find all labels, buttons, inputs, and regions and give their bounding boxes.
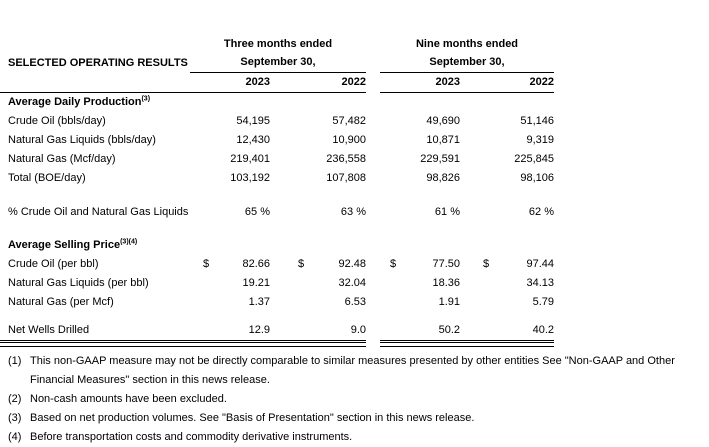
footnote-marker: (1) (8, 355, 22, 367)
row-label: Natural Gas (Mcf/day) (8, 153, 116, 165)
cell-9m-2022: 98,106 (520, 172, 554, 184)
table-row-ngl-daily (0, 131, 554, 150)
table-bottom-double-rule (0, 343, 554, 347)
double-rule-right (380, 343, 554, 347)
row-label: % Crude Oil and Natural Gas Liquids (8, 206, 189, 218)
footnote-reference: (3)(4) (120, 238, 138, 246)
footnote-text: Based on net production volumes. See "Basis of Presentation" section in this news release. (30, 412, 475, 424)
currency-symbol: $ (483, 258, 490, 270)
date-nine-months: September 30, (380, 53, 554, 73)
cell-9m-2023: 49,690 (426, 115, 460, 127)
cell-3m-2023: 65 % (244, 206, 270, 218)
footnote-4 (8, 428, 709, 447)
footnote-text: Before transportation costs and commodity derivative instruments. (30, 431, 353, 443)
cell-3m-2022: 63 % (340, 206, 366, 218)
cell-9m-2022: 97.44 (526, 258, 554, 270)
table-title: SELECTED OPERATING RESULTS (8, 56, 188, 69)
row-label: Crude Oil (per bbl) (8, 258, 99, 270)
cell-3m-2023: 103,192 (230, 172, 270, 184)
cell-3m-2022: 6.53 (344, 296, 366, 308)
cell-9m-2022: 62 % (528, 206, 554, 218)
cell-3m-2023: 82.66 (242, 258, 270, 270)
cell-3m-2022: 57,482 (332, 115, 366, 127)
row-label: Net Wells Drilled (0, 321, 190, 341)
cell-3m-2023: 12,430 (236, 134, 270, 146)
cell-3m-2023: 54,195 (236, 115, 270, 127)
header-period-row (0, 36, 554, 53)
header-date-row (0, 53, 554, 73)
table-row-ngl-price (0, 274, 554, 293)
year-9m-2022: 2022 (460, 73, 554, 93)
year-3m-2023: 2023 (190, 73, 270, 93)
table-row-net-wells-drilled (0, 321, 554, 341)
footnote-marker: (4) (8, 431, 22, 443)
cell-9m-2023: 1.91 (438, 296, 460, 308)
footnote-reference: (3) (141, 95, 151, 103)
cell-9m-2022: 51,146 (520, 115, 554, 127)
footnote-marker: (2) (8, 393, 22, 405)
cell-3m-2022: 10,900 (332, 134, 366, 146)
currency-symbol: $ (298, 258, 305, 270)
cell-9m-2022: 9,319 (526, 134, 554, 146)
row-label: Natural Gas (per Mcf) (8, 296, 114, 308)
cell-9m-2023: 98,826 (426, 172, 460, 184)
cell-3m-2022: 107,808 (326, 172, 366, 184)
row-label: Crude Oil (bbls/day) (8, 115, 106, 127)
cell-9m-2023: 50.2 (408, 321, 460, 341)
cell-3m-2022: 32.04 (338, 277, 366, 289)
cell-9m-2022: 225,845 (514, 153, 554, 165)
cell-9m-2022: 5.79 (532, 296, 554, 308)
currency-symbol: $ (203, 258, 210, 270)
footnote-2 (8, 390, 709, 409)
row-label: Total (BOE/day) (8, 172, 86, 184)
year-3m-2022: 2022 (270, 73, 366, 93)
year-9m-2023: 2023 (380, 73, 460, 93)
date-three-months: September 30, (190, 53, 366, 73)
table-row-crude-oil-daily (0, 112, 554, 131)
table-row-total-boe (0, 169, 554, 188)
footnote-1 (8, 352, 709, 390)
cell-3m-2022: 9.0 (314, 321, 366, 341)
footnote-text: Non-cash amounts have been excluded. (30, 393, 227, 405)
selected-operating-results-table (0, 36, 554, 347)
footnote-text: This non-GAAP measure may not be directly comparable to similar measures presented by other entities See "Non-GAAP and Other Financial Measures" section in this news release. (30, 355, 675, 386)
currency-symbol: $ (390, 258, 397, 270)
footnote-marker: (3) (8, 412, 22, 424)
cell-9m-2023: 77.50 (432, 258, 460, 270)
table-row-pct-liquids (0, 203, 554, 222)
header-year-row (0, 73, 554, 93)
period-three-months: Three months ended (223, 38, 333, 50)
cell-3m-2022: 92.48 (338, 258, 366, 270)
cell-3m-2023: 12.9 (220, 321, 270, 341)
spacer-row (0, 222, 554, 236)
section-label: Average Daily Production$^{(3)}$ (8, 95, 151, 108)
table-row-natural-gas-price (0, 293, 554, 312)
table-row-natural-gas-daily (0, 150, 554, 169)
section-row-average-daily-production (0, 93, 554, 113)
period-nine-months: Nine months ended (415, 38, 519, 50)
row-label: Natural Gas Liquids (bbls/day) (8, 134, 156, 146)
cell-9m-2023: 18.36 (432, 277, 460, 289)
footnotes-section (8, 352, 709, 447)
section-row-average-selling-price (0, 236, 554, 255)
cell-3m-2023: 1.37 (248, 296, 270, 308)
cell-9m-2022: 34.13 (526, 277, 554, 289)
table-row-crude-oil-price (0, 255, 554, 274)
cell-9m-2022: 40.2 (502, 321, 554, 341)
spacer-row (0, 188, 554, 203)
double-rule-left (0, 343, 366, 347)
cell-3m-2022: 236,558 (326, 153, 366, 165)
cell-3m-2023: 19.21 (242, 277, 270, 289)
cell-9m-2023: 10,871 (426, 134, 460, 146)
section-label: Average Selling Price$^{(3)(4)}$ (8, 238, 138, 251)
spacer-row (0, 312, 554, 321)
row-label: Natural Gas Liquids (per bbl) (8, 277, 149, 289)
cell-9m-2023: 61 % (434, 206, 460, 218)
cell-3m-2023: 219,401 (230, 153, 270, 165)
cell-9m-2023: 229,591 (420, 153, 460, 165)
footnote-3 (8, 409, 709, 428)
